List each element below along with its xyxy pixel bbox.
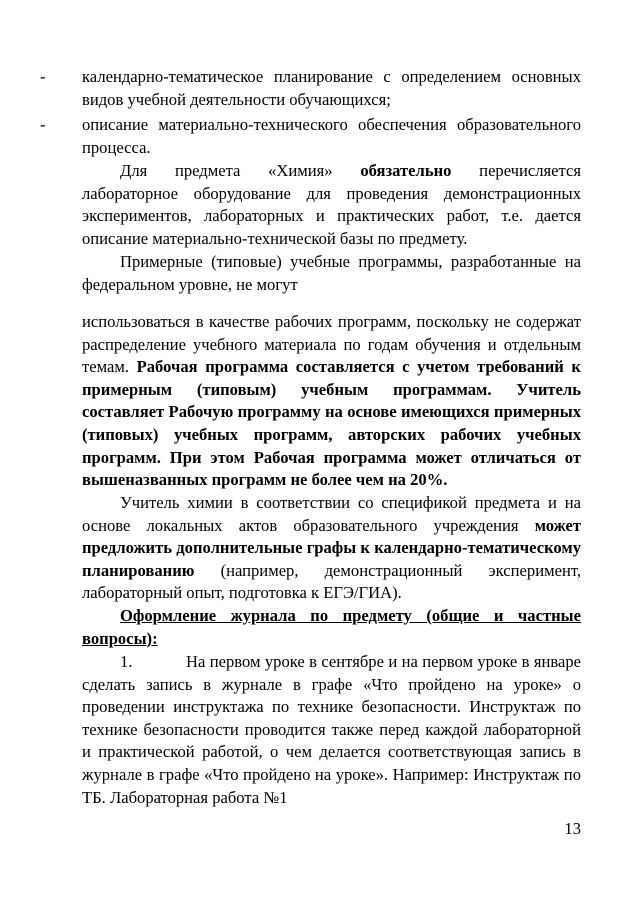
- page-number: 13: [564, 819, 581, 838]
- list-item-instruction: [82, 651, 581, 809]
- list-number: 1.: [120, 652, 133, 671]
- bullet-text: календарно-тематическое планирование с определением основных видов учебной деятельности обучающихся;: [82, 67, 581, 109]
- paragraph-bold-text: Рабочая программа составляется с учетом требований к примерным (типовым) учебным программам. Учитель составляет Рабочую программу на основе имеющихся примерных (типовых) учебных программ, авторских рабочих учебных программ. При этом Рабочая программа может отличаться от вышеназванных программ не более чем на 20%.: [82, 357, 581, 490]
- paragraph-text: перечисляется лабораторное оборудование для проведения демонстрационных экспериментов, лабораторных и практических работ, т.е. дается описание материально-технической базы по предмету.: [82, 161, 581, 248]
- heading-text: Оформление журнала по предмету (общие и частные вопросы):: [82, 606, 581, 648]
- paragraph-bold-text: обязательно: [360, 161, 452, 180]
- paragraph-text: На первом уроке в сентябре и на первом уроке в январе сделать запись в журнале в графе «Что пройдено на уроке» о проведении инструктажа по технике безопасности. Инструктаж по технике безопасности проводится также перед каждой лабораторной и практической работой, о чем делается соответствующая запись в журнале в графе «Что пройдено на уроке». Например: Инструктаж по ТБ. Лабораторная работа №1: [82, 652, 581, 807]
- bullet-text: описание материально-технического обеспечения образовательного процесса.: [82, 115, 581, 157]
- paragraph-text: Учитель химии в соответствии со спецификой предмета и на основе локальных актов образовательного учреждения: [82, 493, 581, 535]
- bullet-dash: -: [40, 115, 46, 134]
- paragraph-bold-text: может предложить дополнительные графы к календарно-тематическому планированию: [82, 515, 581, 580]
- paragraph-extra-columns: [82, 492, 581, 605]
- paragraph-text: Примерные (типовые) учебные программы, разработанные на федеральном уровне, не могут: [82, 252, 581, 294]
- paragraph-text: Для предмета «Химия»: [120, 161, 361, 180]
- paragraph-sample-programs: [82, 251, 581, 296]
- bullet-dash: -: [40, 67, 46, 86]
- paragraph-work-program: [82, 311, 581, 492]
- paragraph-chemistry-equipment: [82, 160, 581, 250]
- paragraph-text: использоваться в качестве рабочих программ, поскольку не содержат распределение учебного материала по годам обучения и отдельным темам.: [82, 312, 581, 377]
- paragraph-text: (например, демонстрационный эксперимент, лабораторный опыт, подготовка к ЕГЭ/ГИА).: [82, 560, 581, 603]
- section-heading: [82, 605, 581, 650]
